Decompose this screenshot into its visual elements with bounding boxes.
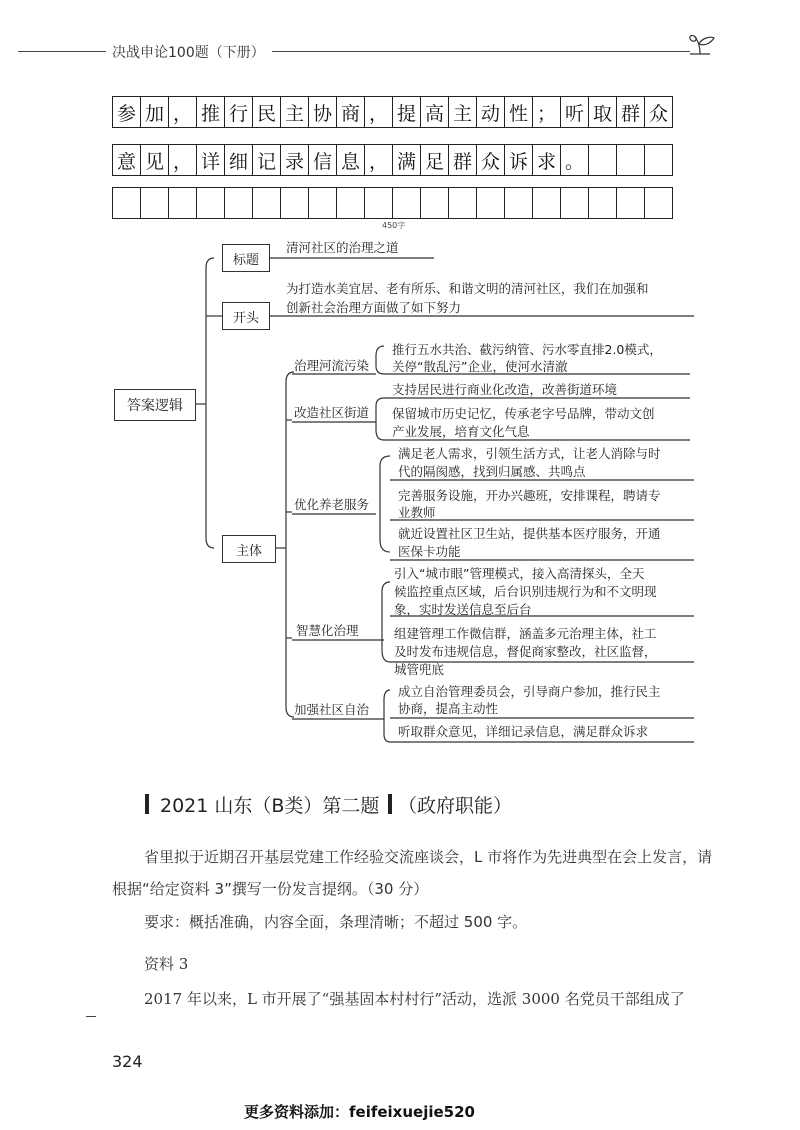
- footer-promo: 更多资料添加：feifeixuejie520: [244, 1103, 475, 1121]
- grid-cell: 主: [448, 96, 477, 128]
- leaf-smart-1: 引入“城市眼”管理模式，接入高清探头，全天: [394, 566, 645, 581]
- leaf-smart-6: 城管兜底: [394, 662, 445, 677]
- grid-cell: 群: [448, 144, 477, 176]
- grid-cell: ，: [168, 96, 197, 128]
- grid-cell: 行: [224, 96, 253, 128]
- grid-cell: 性: [504, 96, 533, 128]
- grid-cell: 见: [140, 144, 169, 176]
- section-elderly: 优化养老服务: [294, 497, 370, 512]
- grid-cell: 取: [588, 96, 617, 128]
- grid-cell: ，: [364, 96, 393, 128]
- leaf-street-3: 产业发展，培育文化气息: [392, 424, 530, 439]
- grid-cell: ，: [364, 144, 393, 176]
- grid-cell: 息: [336, 144, 365, 176]
- leaf-smart-5: 及时发布违规信息，督促商家整改，社区监督，: [394, 644, 657, 659]
- grid-cell: 商: [336, 96, 365, 128]
- grid-cell: 主: [280, 96, 309, 128]
- grid-cell: 群: [616, 96, 645, 128]
- grid-cell: 动: [476, 96, 505, 128]
- question-requirement: 要求：概括准确，内容全面，条理清晰；不超过 500 字。: [144, 913, 528, 931]
- leaf-autonomy-3: 听取群众意见，详细记录信息，满足群众诉求: [398, 724, 649, 739]
- leaf-elderly-1: 满足老人需求，引领生活方式，让老人消除与时: [398, 446, 661, 461]
- grid-cell: 意: [112, 144, 141, 176]
- material-text: 2017 年以来，L 市开展了“强基固本村村行”活动，选派 3000 名党员干部组成了: [144, 990, 685, 1008]
- grid-cell: 推: [196, 96, 225, 128]
- word-count: 450字: [382, 221, 406, 230]
- grid-cell: 众: [644, 96, 673, 128]
- heading-bar-right: [388, 794, 392, 814]
- leaf-autonomy-1: 成立自治管理委员会，引导商户参加，推行民主: [398, 684, 661, 699]
- leaf-street-2: 保留城市历史记忆，传承老字号品牌，带动文创: [392, 406, 655, 421]
- grid-cell: 民: [252, 96, 281, 128]
- margin-mark: [86, 1016, 96, 1017]
- grid-cell: 诉: [504, 144, 533, 176]
- mindmap-root: 答案逻辑: [114, 389, 196, 421]
- leaf-elderly-2: 代的隔阂感，找到归属感、共鸣点: [398, 464, 586, 479]
- section-street: 改造社区街道: [294, 405, 370, 420]
- heading-bar-left: [145, 794, 149, 814]
- grid-cell: ；: [532, 96, 561, 128]
- node-body-label: 主体: [222, 535, 276, 563]
- leaf-autonomy-2: 协商，提高主动性: [398, 701, 499, 716]
- grid-cell: 足: [420, 144, 449, 176]
- leaf-smart-3: 象，实时发送信息至后台: [394, 602, 532, 617]
- material-title: 资料 3: [144, 955, 189, 973]
- leaf-street-1: 支持居民进行商业化改造，改善街道环境: [392, 382, 618, 397]
- grid-cell: 加: [140, 96, 169, 128]
- grid-cell: 详: [196, 144, 225, 176]
- node-title-label: 标题: [222, 244, 270, 272]
- node-title-text: 清河社区的治理之道: [286, 240, 399, 255]
- question-prompt-line-2: 根据“给定资料 3”撰写一份发言提纲。（30 分）: [112, 880, 429, 898]
- grid-cell: 细: [224, 144, 253, 176]
- page-number: 324: [112, 1052, 143, 1071]
- section-autonomy: 加强社区自治: [294, 702, 370, 717]
- leaf-smart-2: 候监控重点区域，后台识别违规行为和不文明现: [394, 584, 657, 599]
- grid-cell: 录: [280, 144, 309, 176]
- question-tag: （政府职能）: [398, 795, 513, 817]
- grid-cell: ，: [168, 144, 197, 176]
- grid-cell: 信: [308, 144, 337, 176]
- grid-cell: 参: [112, 96, 141, 128]
- section-smart: 智慧化治理: [296, 623, 359, 638]
- node-opening-label: 开头: [222, 302, 270, 330]
- grid-cell: 满: [392, 144, 421, 176]
- grid-cell: 提: [392, 96, 421, 128]
- grid-cell: 高: [420, 96, 449, 128]
- leaf-elderly-5: 就近设置社区卫生站，提供基本医疗服务，开通: [398, 526, 661, 541]
- leaf-elderly-3: 完善服务设施，开办兴趣班，安排课程，聘请专: [398, 488, 661, 503]
- grid-cell: 众: [476, 144, 505, 176]
- section-river: 治理河流污染: [294, 358, 370, 373]
- book-title: 决战申论100题（下册）: [112, 45, 265, 61]
- leaf-elderly-6: 医保卡功能: [398, 544, 461, 559]
- leaf-smart-4: 组建管理工作微信群，涵盖多元治理主体，社工: [394, 626, 657, 641]
- leaf-elderly-4: 业教师: [398, 505, 436, 520]
- node-opening-line-2: 创新社会治理方面做了如下努力: [286, 300, 462, 315]
- question-heading: 2021 山东（B类）第二题: [160, 795, 380, 817]
- grid-cell: 记: [252, 144, 281, 176]
- leaf-river-2: 关停“散乱污”企业，使河水清澈: [392, 359, 568, 374]
- grid-cell: 。: [560, 144, 589, 176]
- leaf-river-1: 推行五水共治、截污纳管、污水零直排2.0模式，: [392, 342, 662, 357]
- node-opening-line-1: 为打造水美宜居、老有所乐、和谐文明的清河社区，我们在加强和: [286, 281, 649, 296]
- grid-cell: 协: [308, 96, 337, 128]
- grid-cell: 求: [532, 144, 561, 176]
- grid-cell: 听: [560, 96, 589, 128]
- question-prompt-line-1: 省里拟于近期召开基层党建工作经验交流座谈会，L 市将作为先进典型在会上发言，请: [144, 848, 713, 866]
